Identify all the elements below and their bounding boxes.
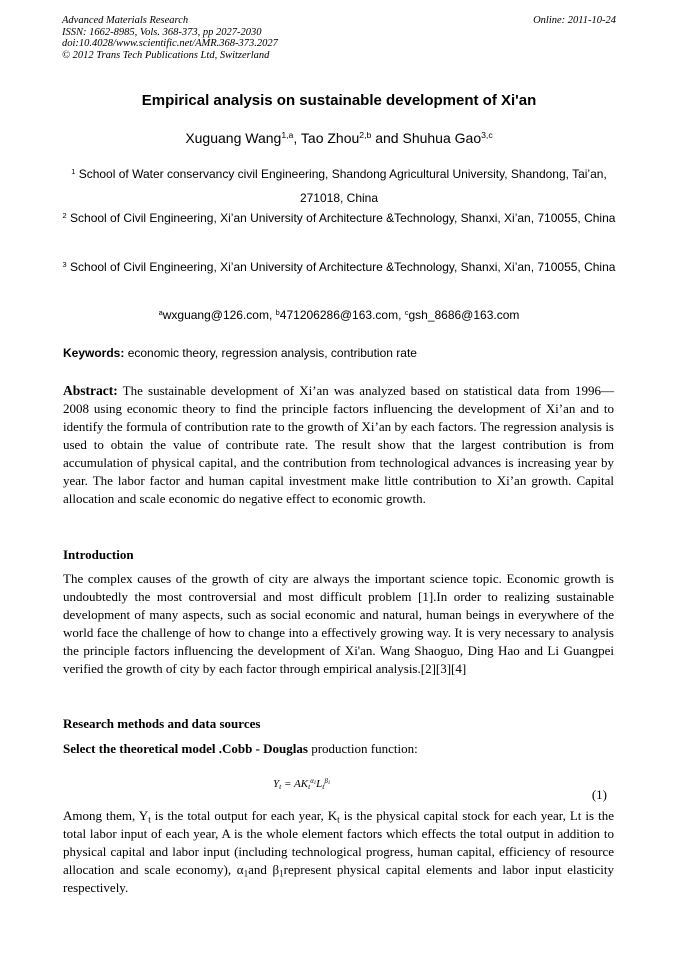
author-separator: and [371,130,403,146]
email-address: wxguang@126.com, [162,308,276,322]
text-run: is the total output for each year, K [150,808,338,823]
eq-symbol: β [324,778,328,786]
affiliation-text: School of Civil Engineering, Xi’an University of Architecture &Technology, Shanxi, Xi’an, 710055, China [70,211,616,225]
author-affiliation-mark: 2,b [359,130,372,141]
eq-symbol: L [316,778,323,790]
text-run: is the physical capital stock for each year, Lt is the total labor input of each year, A is the whole element factors which effects the total output in addition to physical capital and labor input (including technological progress, human capital, efficiency of resource allocation and scale economy), α [63,808,614,877]
eq-subscript: t [279,781,282,791]
affiliation [62,206,616,230]
abstract [63,382,614,508]
eq-symbol: = A [281,778,301,790]
affiliation [62,255,616,279]
paper-title: Empirical analysis on sustainable development of Xi'an [141,92,537,109]
eq-subscript: 1 [327,781,331,787]
keywords-label: Keywords: [63,346,125,360]
text-run: Among them, Y [63,808,149,823]
author-name: Xuguang Wang [185,130,282,146]
issn-line: ISSN: 1662-8985, Vols. 368-373, pp 2027-2030 [62,26,262,38]
email-address: 471206286@163.com, [279,308,405,322]
text-run: and β [248,862,280,877]
author-affiliation-mark: 3,c [481,130,493,141]
author-line [0,130,678,146]
email-address: gsh_8686@163.com [408,308,520,322]
eq-symbol: K [300,778,309,790]
email-mark: c [404,307,409,317]
email-mark: b [275,307,280,317]
journal-header [62,15,278,61]
eq-subscript: t [308,781,311,791]
introduction-text: The complex causes of the growth of city are always the important science topic. Economic growth is undoubtedly the most controversial and most difficult problem [1].In order to realizing sustainable development of many aspects, such as social economic and natural, human beings in everywhere of the world face the challenge of how to change into a effectively growing way. It is very necessary to analysis the principle factors influencing the development of Xi'an. Wang Shaoguo, Ding Hao and Li Guangpei verified the growth of city by each factor through empirical analysis.[2][3][4] [63,571,614,676]
model-intro [63,740,614,758]
eq-subscript: t [322,781,325,791]
journal-name: Advanced Materials Research [62,15,189,26]
email-line [0,308,678,322]
subscript: 1 [243,868,249,879]
affiliation [62,162,616,210]
equation [273,778,330,790]
copyright-line: © 2012 Trans Tech Publications Ltd, Switzerland [62,49,270,61]
author-separator: , [293,130,301,146]
affiliation-number: 1 [71,166,76,176]
eq-exponent [324,778,330,785]
author-name: Shuhua Gao [402,130,482,146]
affiliation-text: School of Water conservancy civil Engineering, Shandong Agricultural University, Shandong, Tai’an, 271018, China [78,167,607,205]
model-intro-bold: Select the theoretical model .Cobb - Douglas [63,741,308,756]
introduction-heading: Introduction [63,547,134,562]
author-affiliation-mark: 1,a [281,130,294,141]
text-run: represent physical capital elements and labor input elasticity respectively. [63,862,614,895]
email-mark: a [158,307,163,317]
abstract-text: The sustainable development of Xi’an was analyzed based on statistical data from 1996—2008 using economic theory to find the principle factors influencing the development of Xi’an and to identify the formula of contribution rate to the growth of Xi’an by each factors. The regression analysis is used to obtain the value of contribute rate. The result show that the largest contribution is from accumulation of physical capital, and the contribution from technological advances is increasing year by year. The labor factor and human capital investment make little contribution to Xi’an growth. Capital allocation and scale economic do negative effect to economic growth. [63,383,614,506]
author-name: Tao Zhou [300,130,360,146]
affiliation-number: 2 [62,210,67,220]
affiliation-text: School of Civil Engineering, Xi’an University of Architecture &Technology, Shanxi, Xi’an, 710055, China [70,260,616,274]
keywords [63,346,417,360]
eq-symbol: α [310,778,314,786]
eq-symbol: Y [273,778,280,790]
affiliation-number: 3 [62,259,67,269]
keywords-text: economic theory, regression analysis, contribution rate [124,346,417,360]
subscript: t [337,814,340,825]
subscript: t [148,814,151,825]
online-date: Online: 2011-10-24 [533,15,616,26]
model-intro-text: production function: [307,741,418,756]
methods-heading: Research methods and data sources [63,716,261,731]
model-description [63,807,614,897]
subscript: 1 [279,868,284,879]
doi-line: doi:10.4028/www.scientific.net/AMR.368-373.2027 [62,38,278,49]
equation-number: (1) [591,787,607,802]
eq-subscript: 1 [313,781,317,787]
abstract-label: Abstract: [63,383,118,398]
